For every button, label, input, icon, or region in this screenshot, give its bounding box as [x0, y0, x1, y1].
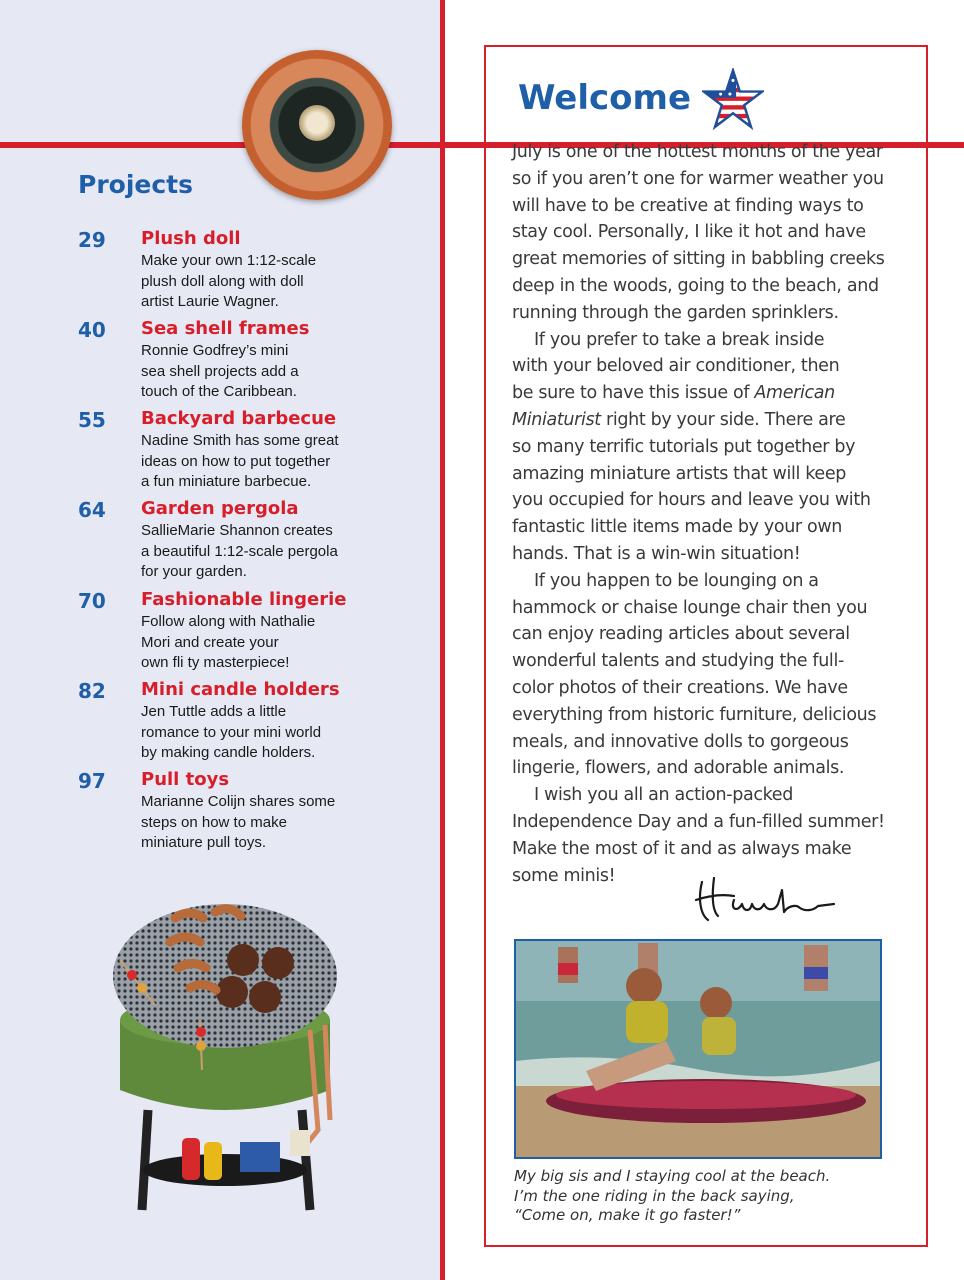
project-description-line: by making candle holders.: [141, 744, 316, 761]
welcome-text-line: can enjoy reading articles about several: [512, 624, 850, 645]
welcome-text-line: stay cool. Personally, I like it hot and have: [512, 222, 866, 243]
project-description: [141, 341, 381, 403]
project-description-line: Nadine Smith has some great: [141, 432, 339, 449]
project-page-number: 40: [78, 318, 106, 342]
welcome-text-line: If you happen to be lounging on a: [534, 570, 819, 591]
welcome-text-line: meals, and innovative dolls to gorgeous: [512, 731, 849, 752]
project-description-line: miniature pull toys.: [141, 834, 267, 851]
project-entry: [78, 408, 378, 492]
projects-heading: Projects: [78, 170, 194, 199]
project-description-line: artist Laurie Wagner.: [141, 293, 279, 310]
welcome-letter-body: [512, 139, 916, 889]
welcome-text-line: Make the most of it and as always make: [512, 838, 852, 859]
welcome-text-line: color photos of their creations. We have: [512, 677, 848, 698]
welcome-text-line: July is one of the hottest months of the year: [512, 142, 883, 162]
beach-photo-illustration: [516, 941, 880, 1157]
welcome-text-line: will have to be creative at finding ways to: [512, 195, 864, 216]
welcome-text-line: so if you aren’t one for warmer weather you: [512, 168, 884, 189]
project-title: Sea shell frames: [141, 318, 310, 339]
welcome-text-line: deep in the woods, going to the beach, and: [512, 275, 879, 296]
project-description-line: sea shell projects add a: [141, 362, 299, 380]
project-page-number: 64: [78, 498, 106, 522]
project-description-line: steps on how to make: [141, 813, 287, 831]
project-description-line: for your garden.: [141, 563, 247, 580]
welcome-text-line: with your beloved air conditioner, then: [512, 356, 840, 377]
project-description-line: Jen Tuttle adds a little: [141, 703, 287, 720]
welcome-text-line: wonderful talents and studying the full-: [512, 651, 844, 672]
project-description-line: plush doll along with doll: [141, 272, 304, 290]
project-description-line: a fun miniature barbecue.: [141, 473, 312, 490]
welcome-text-line: hands. That is a win-win situation!: [512, 543, 801, 564]
project-description-line: a beautiful 1:12-scale pergola: [141, 542, 338, 560]
welcome-text-line: so many terrific tutorials put together by: [512, 436, 856, 457]
project-description: [141, 431, 381, 493]
project-page-number: 55: [78, 408, 106, 432]
project-title: Plush doll: [141, 228, 241, 249]
caption-line: I’m the one riding in the back saying,: [514, 1186, 795, 1205]
american-flag-star-icon: [702, 68, 764, 130]
welcome-text-line: running through the garden sprinklers.: [512, 302, 839, 323]
project-description: [141, 612, 381, 674]
welcome-text-line: some minis!: [512, 865, 616, 886]
project-entry: [78, 769, 378, 853]
welcome-text-line: amazing miniature artists that will keep: [512, 463, 847, 484]
sea-shell-frame-photo: [242, 50, 392, 200]
shell-center: [299, 105, 335, 141]
project-title: Mini candle holders: [141, 679, 340, 700]
project-description: [141, 702, 381, 764]
beach-photo: [514, 939, 882, 1159]
project-title: Backyard barbecue: [141, 408, 337, 429]
project-description-line: SallieMarie Shannon creates: [141, 522, 333, 539]
caption-line: “Come on, make it go faster!”: [514, 1206, 741, 1224]
project-entry: [78, 228, 378, 312]
welcome-text-line: I wish you all an action-packed: [534, 785, 793, 806]
project-page-number: 29: [78, 228, 106, 252]
welcome-text-line: be sure to have this issue of American: [512, 383, 835, 404]
welcome-text-line: hammock or chaise lounge chair then you: [512, 597, 868, 618]
welcome-text-line: lingerie, flowers, and adorable animals.: [512, 758, 845, 779]
project-entry: [78, 318, 378, 402]
project-page-number: 70: [78, 589, 106, 613]
project-description: [141, 792, 381, 854]
project-description-line: Marianne Colijn shares some: [141, 793, 336, 810]
project-description-line: own fli ty masterpiece!: [141, 654, 290, 671]
project-description-line: Make your own 1:12-scale: [141, 252, 317, 269]
barbecue-grill-photo: [80, 880, 370, 1220]
handwritten-signature: [688, 870, 838, 930]
welcome-text-line: Miniaturist right by your side. There are: [512, 409, 846, 430]
caption-line: My big sis and I staying cool at the beach.: [514, 1167, 831, 1185]
project-entry: [78, 589, 378, 673]
project-description: [141, 251, 381, 313]
project-description-line: touch of the Caribbean.: [141, 383, 297, 400]
project-description-line: romance to your mini world: [141, 723, 322, 741]
photo-caption: [514, 1167, 924, 1226]
welcome-title: Welcome: [518, 78, 692, 118]
project-title: Garden pergola: [141, 498, 299, 519]
welcome-text-line: Independence Day and a fun-filled summer!: [512, 811, 885, 832]
project-description-line: Follow along with Nathalie: [141, 613, 316, 630]
project-title: Fashionable lingerie: [141, 589, 347, 610]
red-vertical-rule: [440, 0, 445, 1280]
project-title: Pull toys: [141, 769, 230, 790]
welcome-text-line: everything from historic furniture, delicious: [512, 704, 877, 725]
welcome-text-line: If you prefer to take a break inside: [534, 329, 825, 350]
project-description-line: Mori and create your: [141, 633, 279, 651]
project-page-number: 97: [78, 769, 106, 793]
project-description: [141, 521, 381, 583]
welcome-text-line: great memories of sitting in babbling creeks: [512, 249, 885, 270]
project-page-number: 82: [78, 679, 106, 703]
project-entry: [78, 679, 378, 763]
project-description-line: Ronnie Godfrey’s mini: [141, 342, 289, 359]
welcome-text-line: fantastic little items made by your own: [512, 517, 843, 538]
welcome-text-line: you occupied for hours and leave you with: [512, 490, 871, 511]
project-description-line: ideas on how to put together: [141, 452, 331, 470]
project-entry: [78, 498, 378, 582]
